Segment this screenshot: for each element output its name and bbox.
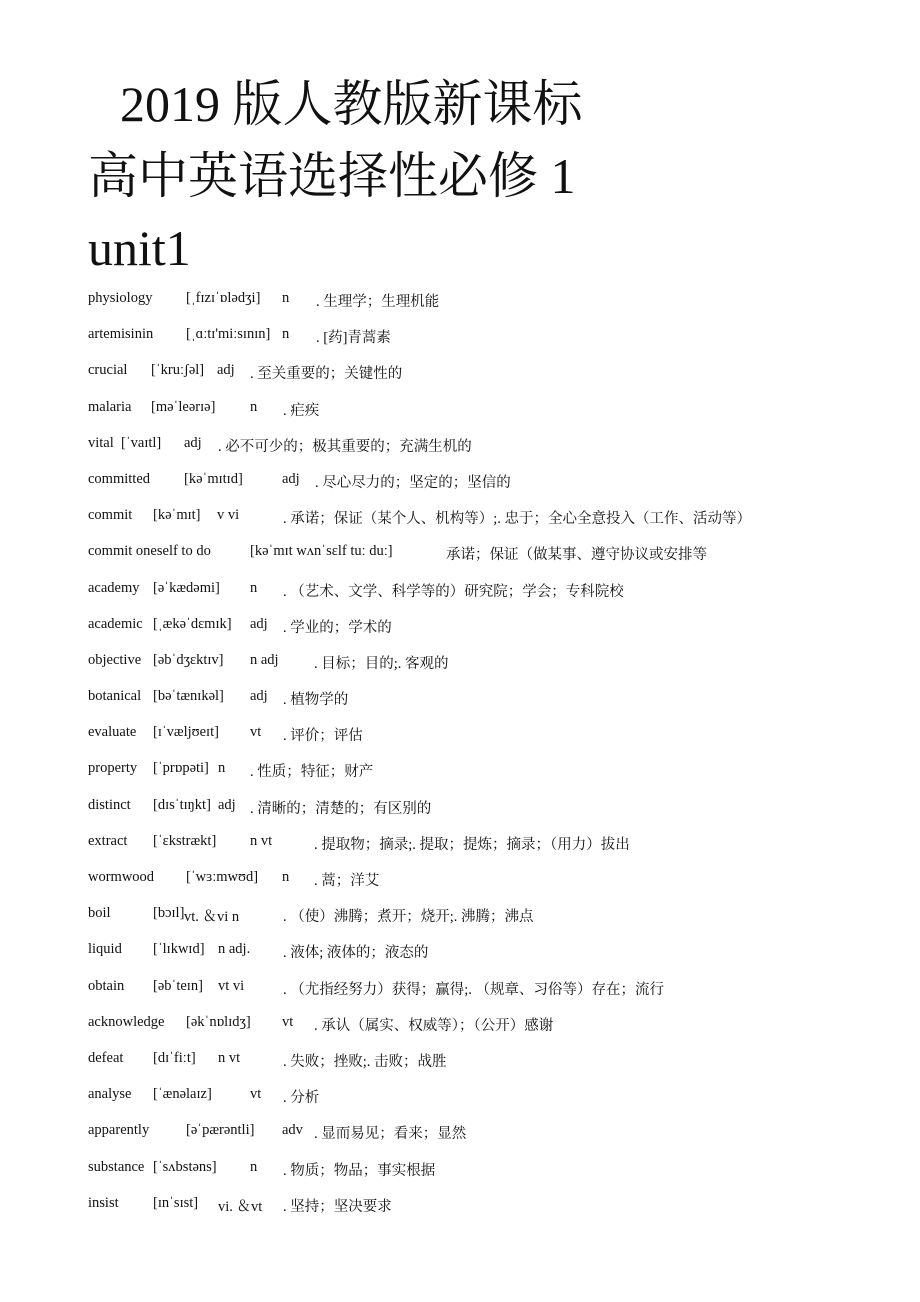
vocab-entry [0,791,920,827]
vocab-word: academy [88,579,140,596]
vocab-phonetic: [ˈprɒpəti] [153,760,209,777]
vocab-meaning: . 生理学；生理机能 [316,294,440,310]
vocab-entry [0,754,920,790]
vocab-phonetic: [ɪˈvæljʊeɪt] [153,724,219,741]
vocab-entry [0,1008,920,1044]
vocab-part-of-speech: adj [250,688,268,705]
vocab-phonetic: [əˈkædəmi] [153,579,220,596]
vocab-entry [0,827,920,863]
vocab-entry [0,284,920,320]
vocab-phonetic: [ˈlɪkwɪd] [153,941,205,958]
vocab-entry [0,1153,920,1189]
vocab-meaning: . 蒿；洋艾 [314,873,380,889]
title-line-1: 2019 版人教版新课标 [120,76,583,132]
vocab-entry [0,1044,920,1080]
vocab-word: boil [88,905,111,922]
vocab-word: academic [88,615,143,632]
vocab-meaning: 承诺；保证（做某事、遵守协议或安排等 [446,547,707,564]
vocab-word: apparently [88,1122,150,1139]
vocab-entry [0,935,920,971]
vocab-meaning: . 显而易见；看来；显然 [314,1126,467,1143]
vocab-phonetic: [bɔɪl] [153,905,185,922]
vocab-part-of-speech: n vt [250,832,273,849]
vocab-part-of-speech: v vi [217,507,240,524]
vocab-part-of-speech: n [282,869,290,885]
vocab-part-of-speech: n [250,1158,258,1175]
vocab-phonetic: [ˌækəˈdɛmɪk] [153,615,232,632]
vocab-part-of-speech: vt vi [218,977,245,994]
vocab-phonetic: [kəˈmɪt wʌnˈsɛlf tuː duː] [250,543,393,560]
vocab-phonetic: [kəˈmɪtɪd] [184,470,243,487]
vocab-entry [0,718,920,754]
vocab-word: analyse [88,1086,132,1103]
vocab-phonetic: [ˈsʌbstəns] [153,1158,217,1175]
vocab-meaning: . 植物学的 [283,692,349,709]
vocab-word: obtain [88,977,125,994]
vocab-entry [0,501,920,537]
vocab-part-of-speech: adj [218,796,236,813]
vocab-part-of-speech: n vt [218,1049,241,1066]
vocab-word: acknowledge [88,1013,165,1030]
vocab-meaning: . 承认（属实、权威等）；（公开）感谢 [314,1017,554,1034]
vocab-entry [0,465,920,501]
vocab-entry [0,537,920,573]
vocab-part-of-speech: vt. ＆vi n [184,909,240,926]
vocab-word: vital [88,434,114,451]
vocab-entry [0,429,920,465]
vocab-phonetic: [ˌɑːtɪ'miːsɪnɪn] [186,326,271,343]
vocab-entry [0,356,920,392]
vocab-word: artemisinin [88,326,154,343]
vocab-part-of-speech: vt [250,724,262,741]
vocab-part-of-speech: adj [184,434,202,451]
vocab-part-of-speech: n adj. [218,941,251,958]
vocab-entry [0,574,920,610]
vocab-word: distinct [88,796,131,813]
vocab-meaning: . 学业的；学术的 [283,619,392,636]
vocab-phonetic: [ˈɛkstrækt] [153,832,217,849]
vocab-part-of-speech: n [218,760,226,777]
vocab-part-of-speech: adj [282,470,300,487]
title-line-2: 高中英语选择性必修 1 [88,148,576,204]
vocab-phonetic: [ˈvaɪtl] [121,434,162,451]
vocab-meaning: . 性质；特征；财产 [250,764,374,781]
vocab-part-of-speech: adj [217,362,235,379]
vocab-part-of-speech: n [250,398,258,415]
vocab-meaning: . 疟疾 [283,402,320,419]
vocab-part-of-speech: n adj [250,651,279,668]
vocab-meaning: . 液体; 液体的；液态的 [283,945,429,962]
vocab-phonetic: [bəˈtænɪkəl] [153,688,224,705]
vocab-phonetic: [ˈænəlaɪz] [153,1086,212,1103]
vocab-phonetic: [əkˈnɒlɪdʒ] [186,1013,251,1030]
vocab-phonetic: [dɪsˈtɪŋkt] [153,796,211,813]
title-line-3: unit1 [88,220,191,276]
vocab-phonetic: [əbˈdʒɛktɪv] [153,651,224,668]
vocab-word: wormwood [88,869,155,885]
vocab-word: extract [88,832,128,849]
vocab-meaning: . [药]青蒿素 [316,330,391,347]
vocab-phonetic: [ˈkruːʃəl] [151,362,205,379]
vocab-entry [0,899,920,935]
vocab-part-of-speech: vt [282,1013,294,1030]
vocab-phonetic: [ˈwɜːmwʊd] [186,869,259,885]
vocab-part-of-speech: adj [250,615,268,632]
vocab-meaning: . 必不可少的；极其重要的；充满生机的 [218,438,472,455]
vocab-entry [0,1080,920,1116]
vocab-word: evaluate [88,724,137,741]
vocab-word: malaria [88,398,132,415]
vocab-meaning: . （尤指经努力）获得；赢得;. （规章、习俗等）存在；流行 [283,981,665,998]
vocab-phonetic: [dɪˈfiːt] [153,1049,196,1066]
vocab-part-of-speech: vi. ＆vt [218,1198,263,1215]
vocab-phonetic: [ˌfɪzɪˈɒlədʒi] [186,290,261,306]
vocab-phonetic: [kəˈmɪt] [153,507,201,524]
vocab-part-of-speech: vt [250,1086,262,1103]
vocab-part-of-speech: adv [282,1122,303,1139]
vocab-entry [0,972,920,1008]
vocab-entry [0,1189,920,1225]
vocab-word: crucial [88,362,128,379]
vocab-meaning: . 清晰的；清楚的；有区别的 [250,800,432,817]
vocab-part-of-speech: n [282,326,290,343]
vocab-meaning: . （艺术、文学、科学等的）研究院；学会；专科院校 [283,583,624,600]
vocab-meaning: . 提取物；摘录;. 提取；提炼；摘录；（用力）拔出 [314,836,630,853]
vocab-meaning: . 承诺；保证（某个人、机构等）;. 忠于；全心全意投入（工作、活动等） [283,511,752,528]
vocab-word: substance [88,1158,145,1175]
vocab-meaning: . 物质；物品；事实根据 [283,1162,436,1179]
vocab-phonetic: [əˈpærəntli] [186,1122,255,1139]
vocab-meaning: . 失败；挫败;. 击败；战胜 [283,1053,447,1070]
vocab-phonetic: [ɪnˈsɪst] [153,1194,199,1211]
vocab-meaning: . 至关重要的；关键性的 [250,366,403,383]
vocab-word: liquid [88,941,122,958]
vocab-phonetic: [əbˈteɪn] [153,977,203,994]
vocab-entry [0,863,920,899]
vocab-word: commit [88,507,133,524]
vocab-entry [0,393,920,429]
vocab-meaning: . （使）沸腾；煮开；烧开;. 沸腾；沸点 [283,909,534,926]
vocab-word: commit oneself to do [88,543,211,560]
vocab-part-of-speech: n [282,290,290,306]
vocab-part-of-speech: n [250,579,258,596]
vocab-meaning: . 坚持；坚决要求 [283,1198,392,1215]
vocab-meaning: . 目标；目的;. 客观的 [314,655,449,672]
vocab-entry [0,682,920,718]
vocab-word: objective [88,651,142,668]
vocab-entry [0,320,920,356]
vocab-word: property [88,760,138,777]
vocab-entry [0,610,920,646]
vocab-meaning: . 分析 [283,1090,320,1107]
vocab-word: defeat [88,1049,124,1066]
vocab-word: insist [88,1194,119,1211]
vocab-entry [0,646,920,682]
vocab-entry [0,1116,920,1152]
vocabulary-list [0,284,920,1225]
vocab-word: botanical [88,688,142,705]
vocab-meaning: . 评价；评估 [283,728,363,745]
vocab-word: committed [88,470,151,487]
vocab-phonetic: [məˈleərɪə] [151,398,216,415]
vocab-word: physiology [88,290,153,306]
vocab-meaning: . 尽心尽力的；坚定的；坚信的 [315,474,511,491]
